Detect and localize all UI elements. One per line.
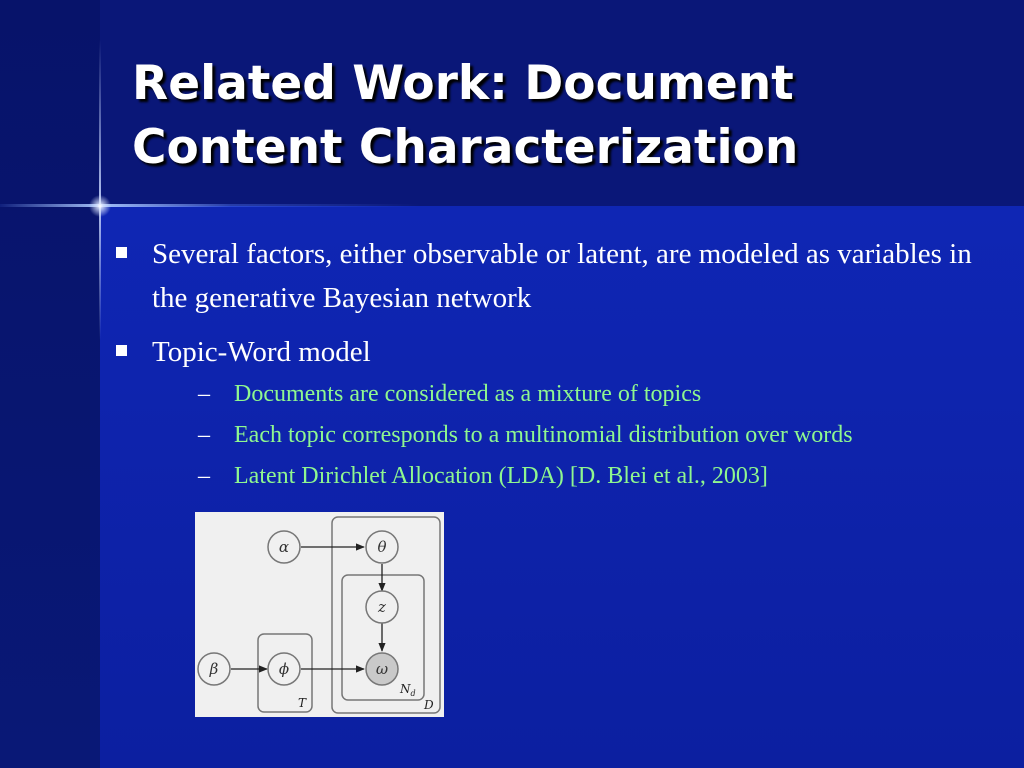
sub-bullet-text: Documents are considered as a mixture of topics bbox=[234, 381, 702, 407]
sub-bullet-text: Latent Dirichlet Allocation (LDA) [D. Blei et al., 2003] bbox=[234, 463, 768, 489]
dash-bullet-icon: – bbox=[198, 422, 210, 448]
square-bullet-icon bbox=[116, 345, 127, 356]
decorative-horizontal-line bbox=[0, 204, 420, 207]
plate-words-label-sub: d bbox=[410, 689, 416, 698]
plate-topics-label: T bbox=[298, 696, 307, 710]
bullet-text: Several factors, either observable or latent, are modeled as variables in the generative Bayesian network bbox=[152, 238, 972, 314]
plate-words-label bbox=[399, 682, 416, 698]
bullet-item bbox=[114, 232, 994, 320]
node-omega-label: ω bbox=[375, 660, 389, 678]
node-theta-label: θ bbox=[377, 538, 387, 556]
left-margin-panel bbox=[0, 0, 100, 768]
sparkle-icon bbox=[88, 194, 112, 218]
node-alpha-label: α bbox=[278, 538, 290, 556]
bullet-text: Topic-Word model bbox=[152, 336, 371, 368]
node-beta-label: β bbox=[209, 660, 219, 678]
lda-plate-diagram bbox=[195, 512, 444, 717]
bullet-item bbox=[114, 330, 994, 497]
bullet-list bbox=[114, 232, 994, 507]
decorative-vertical-line bbox=[99, 40, 101, 340]
sub-bullet-item bbox=[152, 415, 994, 456]
slide-title: Related Work: Document Content Characterization bbox=[132, 56, 799, 175]
node-z-label: z bbox=[378, 598, 386, 616]
dash-bullet-icon: – bbox=[198, 381, 210, 407]
sub-bullet-item bbox=[152, 374, 994, 415]
node-phi-label: ϕ bbox=[278, 660, 290, 678]
sub-bullet-item bbox=[152, 456, 994, 497]
plate-documents-label: D bbox=[424, 698, 434, 712]
dash-bullet-icon: – bbox=[198, 463, 210, 489]
sub-bullet-list bbox=[152, 374, 994, 497]
sub-bullet-text: Each topic corresponds to a multinomial distribution over words bbox=[234, 422, 853, 448]
plate-words-label-main: N bbox=[400, 682, 411, 696]
square-bullet-icon bbox=[116, 247, 127, 258]
